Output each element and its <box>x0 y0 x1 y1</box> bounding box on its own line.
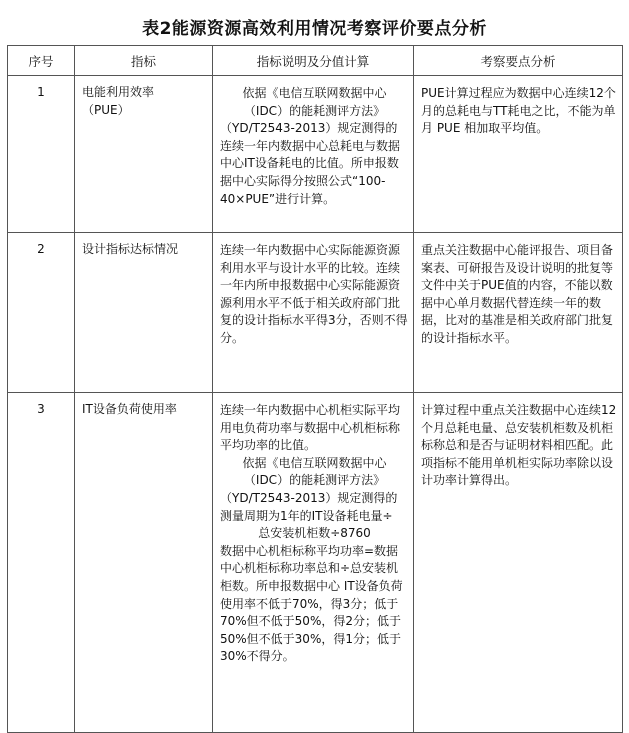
row-key-points: PUE计算过程应为数据中心连续12个月的总耗电与TT耗电之比，不能为单月 PUE 相加取平均值。 <box>414 76 623 233</box>
row-description <box>213 76 414 233</box>
header-serial: 序号 <box>8 46 75 76</box>
table-row <box>8 76 623 233</box>
header-key-points: 考察要点分析 <box>414 46 623 76</box>
table-header-row <box>8 46 623 76</box>
row-description <box>213 233 414 393</box>
description-line: 总安装机柜数÷8760 <box>258 526 371 541</box>
row-number: 1 <box>8 76 75 233</box>
description-line: 连续一年内数据中心机柜实际平均用电负荷功率与数据中心机柜标称平均功率的比值。 <box>220 403 401 453</box>
indicator-line: （PUE） <box>82 102 130 117</box>
row-indicator <box>75 76 213 233</box>
description-line: 数据中心机柜标称平均功率=数据中心机柜标称功率总和÷总安装机柜数。所申报数据中心 IT设备负荷使用率不低于70%，得3分；低于70%但不低于50%，得2分；低于50%但不低于30%，得1分；低于30%不得分。 <box>220 543 403 664</box>
row-key-points: 重点关注数据中心能评报告、项目备案表、可研报告及设计说明的批复等文件中关于PUE值的内容，不能以数据中心单月数据代替连续一年的数据，比对的基准是相关政府部门批复的设计指标水平。 <box>414 233 623 393</box>
row-key-points: 计算过程中重点关注数据中心连续12个月总耗电量、总安装机柜数及机柜标称总和是否与证明材料相匹配。此项指标不能用单机柜实际功率除以设计功率计算得出。 <box>414 393 623 733</box>
row-indicator: 设计指标达标情况 <box>75 233 213 393</box>
description-line: 连续一年内数据中心实际能源资源利用水平与设计水平的比较。连续一年内所申报数据中心实际能源资源利用水平不低于相关政府部门批复的设计指标水平得3分，否则不得分。 <box>220 243 408 345</box>
indicator-line: 电能利用效率 <box>82 85 155 99</box>
description-line: （YD/T2543-2013）规定测得的测量周期为1年的IT设备耗电量÷ <box>220 490 398 523</box>
header-indicator: 指标 <box>75 46 213 76</box>
description-line: 依据《电信互联网数据中心 <box>242 455 387 470</box>
table-row <box>8 393 623 733</box>
row-description <box>213 393 414 733</box>
description-line: （IDC）的能耗测评方法》 <box>243 473 386 488</box>
row-number: 3 <box>8 393 75 733</box>
table-title: 表2能源资源高效利用情况考察评价要点分析 <box>142 19 487 39</box>
row-indicator: IT设备负荷使用率 <box>75 393 213 733</box>
evaluation-table <box>7 45 623 733</box>
row-number: 2 <box>8 233 75 393</box>
description-line: （YD/T2543-2013）规定测得的连续一年内数据中心总耗电与数据中心IT设备耗电的比值。所申报数据中心实际得分按照公式“100-40×PUE”进行计算。 <box>220 121 401 206</box>
description-line: （IDC）的能耗测评方法》 <box>243 103 386 118</box>
description-line: 依据《电信互联网数据中心 <box>242 86 387 100</box>
header-description: 指标说明及分值计算 <box>213 46 414 76</box>
table-row <box>8 233 623 393</box>
